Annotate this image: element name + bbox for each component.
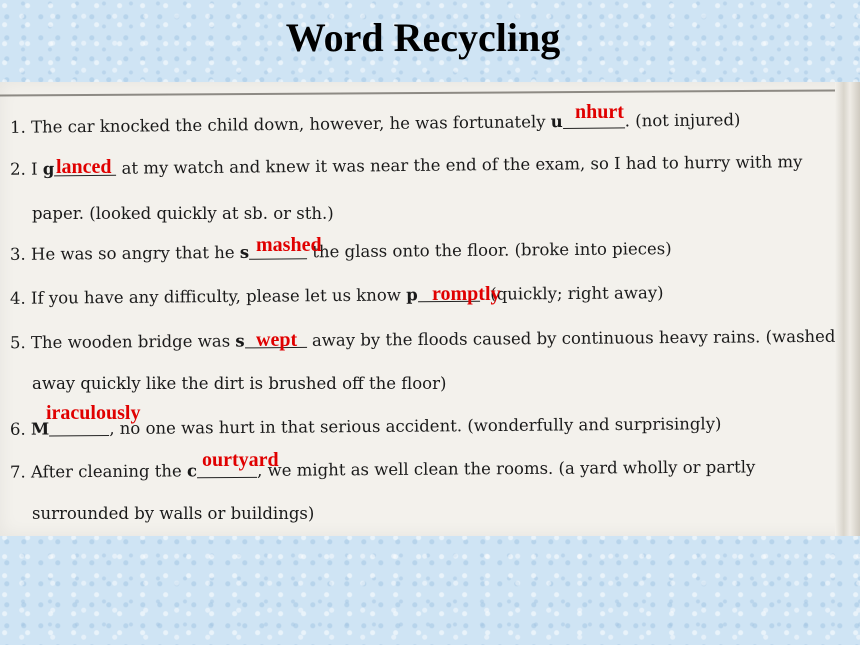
question-number: 6. xyxy=(9,419,26,439)
blank-initial-letter: p xyxy=(406,285,418,305)
question-7-continued: surrounded by walls or buildings) xyxy=(32,504,315,523)
answer-1: nhurt xyxy=(575,101,624,123)
question-text: If you have any difficulty, please let us know xyxy=(30,285,407,308)
answer-4: romptly xyxy=(432,283,501,305)
question-5-continued: away quickly like the dirt is brushed off the floor) xyxy=(32,374,447,393)
question-number: 7. xyxy=(9,462,26,482)
question-text: The car knocked the child down, however, he was fortunately xyxy=(30,112,551,137)
blank-initial-letter: s xyxy=(235,331,245,351)
question-number: 4. xyxy=(9,288,26,308)
answer-3: mashed xyxy=(256,234,322,256)
question-text: He was so angry that he xyxy=(30,242,240,264)
question-number: 2. xyxy=(9,159,26,179)
question-text: I xyxy=(30,159,43,179)
question-clue: , no one was hurt in that serious accident. (wonderfully and surprisingly) xyxy=(109,414,722,439)
slide-title: Word Recycling xyxy=(285,15,561,60)
question-number: 5. xyxy=(9,333,26,353)
question-number: 3. xyxy=(9,244,26,264)
answer-7: ourtyard xyxy=(202,449,279,471)
answer-2: lanced xyxy=(56,156,112,178)
question-clue: the glass onto the floor. (broke into pieces) xyxy=(307,239,672,262)
question-clue: , we might as well clean the rooms. (a yard wholly or partly xyxy=(256,457,756,480)
question-clue: . (quickly; right away) xyxy=(479,283,664,304)
blank-initial-letter: u xyxy=(550,112,563,132)
blank-initial-letter: c xyxy=(186,461,198,481)
question-text: The wooden bridge was xyxy=(30,331,236,353)
question-number: 1. xyxy=(9,117,26,137)
answer-6: iraculously xyxy=(46,402,141,424)
question-2-continued: paper. (looked quickly at sb. or sth.) xyxy=(32,204,334,223)
question-clue: . (not injured) xyxy=(624,110,741,131)
question-clue: away by the floods caused by continuous heavy rains. (washed xyxy=(306,326,836,350)
blank-initial-letter: g xyxy=(42,159,55,179)
question-clue: at my watch and knew it was near the end of the exam, so I had to hurry with my xyxy=(116,152,803,178)
blank-initial-letter: s xyxy=(239,242,250,262)
question-text: After cleaning the xyxy=(30,461,188,482)
blank-initial-letter: M xyxy=(30,419,50,439)
answer-5: wept xyxy=(256,329,298,351)
worksheet-page-edge xyxy=(835,82,860,536)
